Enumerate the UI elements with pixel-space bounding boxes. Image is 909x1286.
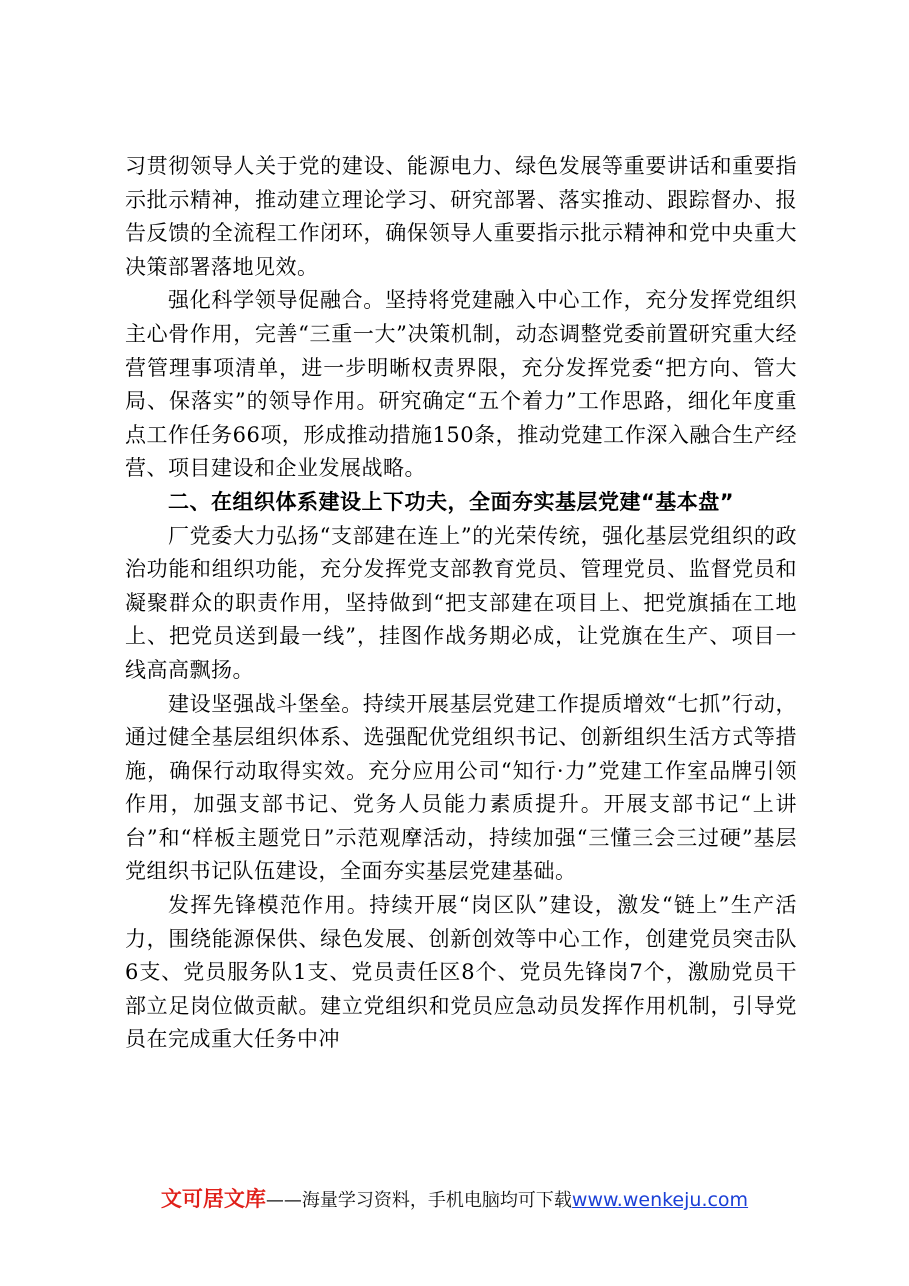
footer-slogan: ——海量学习资料，手机电脑均可下载 (265, 1190, 572, 1211)
paragraph-vanguard-role: 发挥先锋模范作用。持续开展“岗区队”建设，激发“链上”生产活力，围绕能源保供、绿色发展、创新创效等中心工作，创建党员突击队6支、党员服务队1支、党员责任区8个、党员先锋岗7个，激励党员干部立足岗位做贡献。建立党组织和党员应急动员发挥作用机制，引导党员在完成重大任务中冲 (125, 893, 797, 1052)
section-heading-organization: 二、在组织体系建设上下功夫，全面夯实基层党建“基本盘” (168, 489, 735, 514)
document-body (125, 150, 797, 1057)
footer-website-link[interactable]: www.wenkeju.com (571, 1189, 749, 1211)
paragraph-scientific-leadership: 强化科学领导促融合。坚持将党建融入中心工作，充分发挥党组织主心骨作用，完善“三重一大”决策机制，动态调整党委前置研究重大经营管理事项清单，进一步明晰权责界限，充分发挥党委“把方向、管大局、保落实”的领导作用。研究确定“五个着力”工作思路，细化年度重点工作任务66项，形成推动措施150条，推动党建工作深入融合生产经营、项目建设和企业发展战略。 (125, 288, 797, 481)
footer-banner (0, 1183, 909, 1213)
footer-brand: 文可居文库 (160, 1187, 266, 1211)
paragraph-fortress-building: 建设坚强战斗堡垒。持续开展基层党建工作提质增效“七抓”行动，通过健全基层组织体系、选强配优党组织书记、创新组织生活方式等措施，确保行动取得实效。充分应用公司“知行·力”党建工作室品牌引领作用，加强支部书记、党务人员能力素质提升。开展支部书记“上讲台”和“样板主题党日”示范观摩活动，持续加强“三懂三会三过硬”基层党组织书记队伍建设，全面夯实基层党建基础。 (125, 691, 797, 884)
paragraph-continuation: 习贯彻领导人关于党的建设、能源电力、绿色发展等重要讲话和重要指示批示精神，推动建立理论学习、研究部署、落实推动、跟踪督办、报告反馈的全流程工作闭环，确保领导人重要指示批示精神和党中央重大决策部署落地见效。 (125, 154, 797, 279)
paragraph-party-committee: 厂党委大力弘扬“支部建在连上”的光荣传统，强化基层党组织的政治功能和组织功能，充分发挥党支部教育党员、管理党员、监督党员和凝聚群众的职责作用，坚持做到“把支部建在项目上、把党旗插在工地上、把党员送到最一线”，挂图作战务期必成，让党旗在生产、项目一线高高飘扬。 (125, 523, 797, 682)
